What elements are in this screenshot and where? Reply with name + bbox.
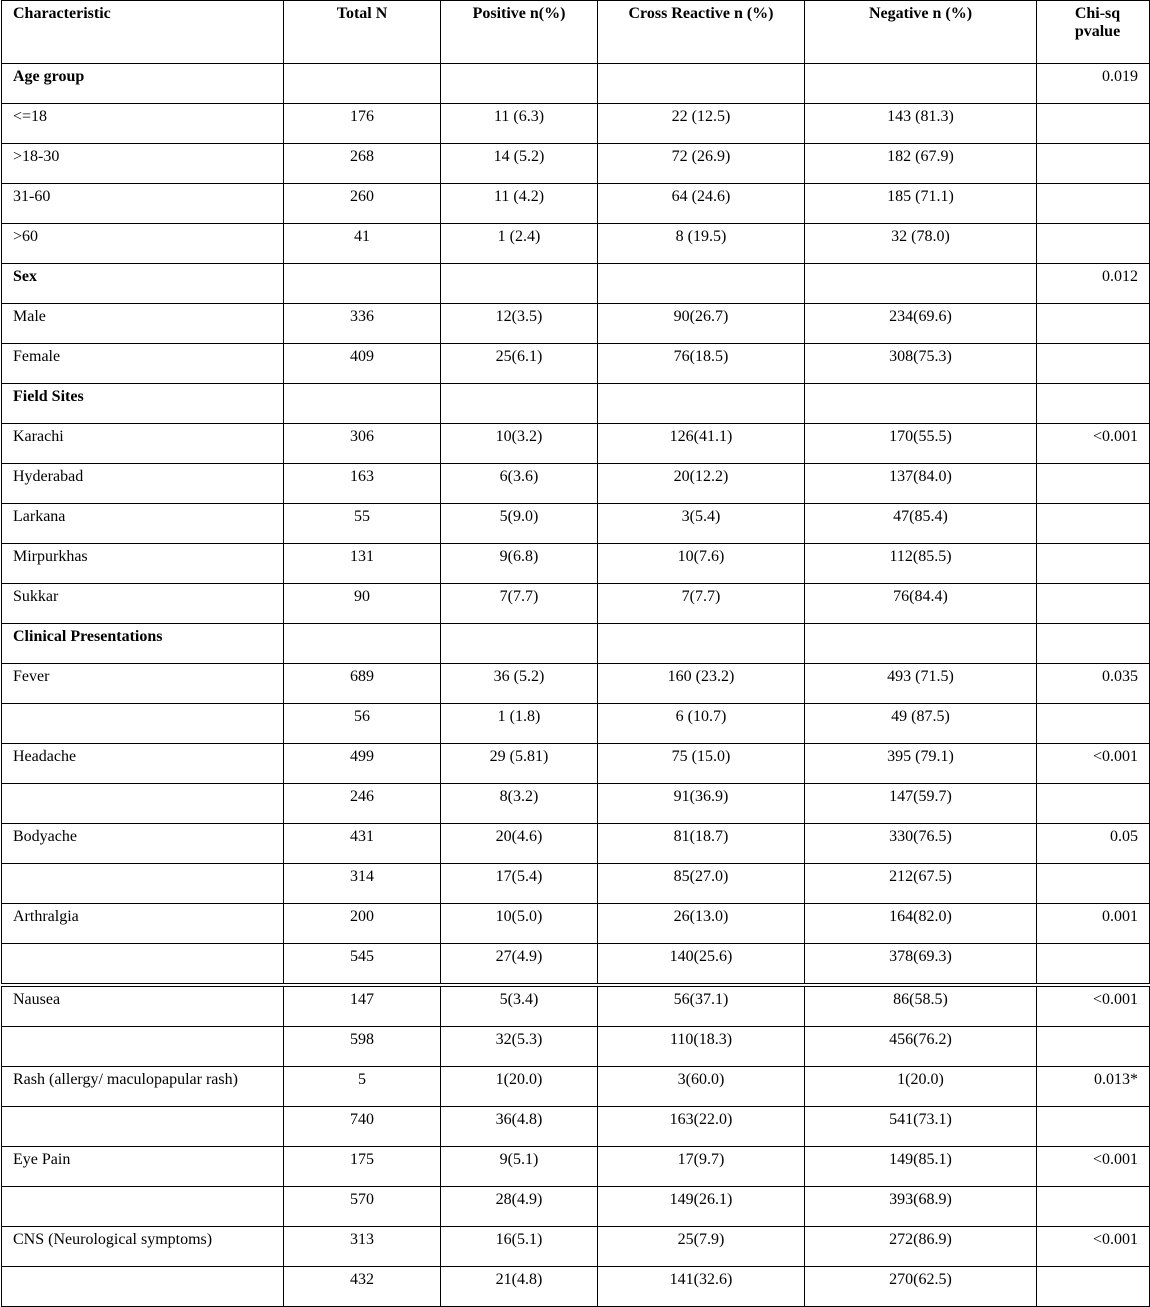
cell-characteristic: Field Sites: [2, 384, 284, 424]
cell-negative: 112(85.5): [805, 544, 1037, 584]
table-row: [2, 1107, 1150, 1147]
cell-characteristic: 31-60: [2, 184, 284, 224]
cell-negative: 541(73.1): [805, 1107, 1037, 1147]
cell-negative: 272(86.9): [805, 1227, 1037, 1267]
cell-cross-reactive: 85(27.0): [598, 864, 805, 904]
cell-negative: 378(69.3): [805, 944, 1037, 986]
cell-positive: 9(6.8): [441, 544, 598, 584]
cell-negative: 32 (78.0): [805, 224, 1037, 264]
cell-characteristic: Larkana: [2, 504, 284, 544]
cell-positive: 10(3.2): [441, 424, 598, 464]
cell-positive: 1 (2.4): [441, 224, 598, 264]
cell-pvalue: 0.012: [1037, 264, 1150, 304]
cell-cross-reactive: 149(26.1): [598, 1187, 805, 1227]
cell-total: 306: [284, 424, 441, 464]
section-row: [2, 624, 1150, 664]
cell-pvalue: 0.019: [1037, 64, 1150, 104]
cell-pvalue: [1037, 944, 1150, 986]
cell-cross-reactive: 3(60.0): [598, 1067, 805, 1107]
cell-total: 200: [284, 904, 441, 944]
table-row: [2, 1027, 1150, 1067]
cell-pvalue: [1037, 224, 1150, 264]
cell-pvalue: [1037, 1107, 1150, 1147]
cell-positive: 5(3.4): [441, 985, 598, 1027]
cell-characteristic: Sukkar: [2, 584, 284, 624]
cell-positive: 8(3.2): [441, 784, 598, 824]
cell-pvalue: 0.035: [1037, 664, 1150, 704]
cell-negative: 308(75.3): [805, 344, 1037, 384]
cell-cross-reactive: 140(25.6): [598, 944, 805, 986]
cell-pvalue: [1037, 304, 1150, 344]
cell-positive: 21(4.8): [441, 1267, 598, 1307]
cell-positive: 25(6.1): [441, 344, 598, 384]
table-row: [2, 784, 1150, 824]
cell-cross-reactive: 141(32.6): [598, 1267, 805, 1307]
table-row: [2, 104, 1150, 144]
cell-characteristic: Male: [2, 304, 284, 344]
table-row: [2, 464, 1150, 504]
cell-characteristic: [2, 704, 284, 744]
header-negative: Negative n (%): [805, 1, 1037, 64]
table-row: [2, 1187, 1150, 1227]
header-pvalue: Chi-sq pvalue: [1037, 1, 1150, 64]
table-row: [2, 584, 1150, 624]
cell-negative: 149(85.1): [805, 1147, 1037, 1187]
cell-pvalue: [1037, 864, 1150, 904]
cell-characteristic: Karachi: [2, 424, 284, 464]
cell-positive: [441, 64, 598, 104]
table-row: [2, 184, 1150, 224]
cell-pvalue: [1037, 1027, 1150, 1067]
cell-cross-reactive: [598, 264, 805, 304]
cell-pvalue: [1037, 1187, 1150, 1227]
cell-positive: 10(5.0): [441, 904, 598, 944]
cell-cross-reactive: 20(12.2): [598, 464, 805, 504]
header-total: Total N: [284, 1, 441, 64]
cell-cross-reactive: 64 (24.6): [598, 184, 805, 224]
header-positive: Positive n(%): [441, 1, 598, 64]
cell-characteristic: Hyderabad: [2, 464, 284, 504]
cell-cross-reactive: 10(7.6): [598, 544, 805, 584]
cell-positive: [441, 264, 598, 304]
cell-positive: 11 (4.2): [441, 184, 598, 224]
cell-total: 5: [284, 1067, 441, 1107]
cell-characteristic: Bodyache: [2, 824, 284, 864]
cell-characteristic: Eye Pain: [2, 1147, 284, 1187]
cell-total: 598: [284, 1027, 441, 1067]
cell-pvalue: [1037, 464, 1150, 504]
cell-cross-reactive: 56(37.1): [598, 985, 805, 1027]
cell-positive: 6(3.6): [441, 464, 598, 504]
cell-cross-reactive: 8 (19.5): [598, 224, 805, 264]
cell-characteristic: [2, 1187, 284, 1227]
cell-negative: 185 (71.1): [805, 184, 1037, 224]
cell-total: [284, 64, 441, 104]
cell-pvalue: [1037, 104, 1150, 144]
cell-cross-reactive: 126(41.1): [598, 424, 805, 464]
table-row: [2, 824, 1150, 864]
cell-characteristic: Mirpurkhas: [2, 544, 284, 584]
cell-cross-reactive: 72 (26.9): [598, 144, 805, 184]
cell-characteristic: [2, 944, 284, 986]
cell-cross-reactive: 75 (15.0): [598, 744, 805, 784]
cell-positive: 1 (1.8): [441, 704, 598, 744]
cell-total: [284, 384, 441, 424]
cell-characteristic: [2, 784, 284, 824]
cell-negative: 143 (81.3): [805, 104, 1037, 144]
cell-characteristic: Rash (allergy/ maculopapular rash): [2, 1067, 284, 1107]
cell-pvalue: <0.001: [1037, 985, 1150, 1027]
cell-cross-reactive: 26(13.0): [598, 904, 805, 944]
table-row: [2, 224, 1150, 264]
table-row: [2, 144, 1150, 184]
cell-pvalue: 0.013*: [1037, 1067, 1150, 1107]
cell-positive: 9(5.1): [441, 1147, 598, 1187]
cell-pvalue: <0.001: [1037, 1147, 1150, 1187]
cell-total: 55: [284, 504, 441, 544]
cell-negative: 86(58.5): [805, 985, 1037, 1027]
cell-total: 409: [284, 344, 441, 384]
cell-pvalue: [1037, 1267, 1150, 1307]
cell-positive: [441, 384, 598, 424]
table-row: [2, 704, 1150, 744]
cell-total: 175: [284, 1147, 441, 1187]
table-row: [2, 744, 1150, 784]
cell-cross-reactive: 90(26.7): [598, 304, 805, 344]
cell-cross-reactive: 7(7.7): [598, 584, 805, 624]
cell-pvalue: [1037, 504, 1150, 544]
cell-positive: 17(5.4): [441, 864, 598, 904]
table-row: [2, 985, 1150, 1027]
cell-pvalue: <0.001: [1037, 424, 1150, 464]
cell-total: 314: [284, 864, 441, 904]
table-row: [2, 944, 1150, 986]
cell-pvalue: [1037, 344, 1150, 384]
cell-pvalue: 0.001: [1037, 904, 1150, 944]
cell-negative: [805, 64, 1037, 104]
cell-pvalue: 0.05: [1037, 824, 1150, 864]
section-row: [2, 384, 1150, 424]
cell-negative: [805, 264, 1037, 304]
cell-negative: 164(82.0): [805, 904, 1037, 944]
cell-positive: 29 (5.81): [441, 744, 598, 784]
cell-characteristic: Clinical Presentations: [2, 624, 284, 664]
header-cross-reactive: Cross Reactive n (%): [598, 1, 805, 64]
cell-cross-reactive: 25(7.9): [598, 1227, 805, 1267]
cell-pvalue: <0.001: [1037, 744, 1150, 784]
cell-positive: [441, 624, 598, 664]
cell-characteristic: [2, 1107, 284, 1147]
cell-cross-reactive: 76(18.5): [598, 344, 805, 384]
table-row: [2, 344, 1150, 384]
cell-negative: 1(20.0): [805, 1067, 1037, 1107]
cell-total: 260: [284, 184, 441, 224]
table-row: [2, 424, 1150, 464]
cell-cross-reactive: 3(5.4): [598, 504, 805, 544]
header-characteristic: Characteristic: [2, 1, 284, 64]
table-header: [2, 1, 1150, 64]
cell-positive: 1(20.0): [441, 1067, 598, 1107]
cell-positive: 20(4.6): [441, 824, 598, 864]
cell-negative: 270(62.5): [805, 1267, 1037, 1307]
cell-negative: [805, 384, 1037, 424]
table-row: [2, 304, 1150, 344]
cell-characteristic: CNS (Neurological symptoms): [2, 1227, 284, 1267]
header-row: [2, 1, 1150, 64]
cell-negative: [805, 624, 1037, 664]
cell-characteristic: Female: [2, 344, 284, 384]
cell-cross-reactive: 81(18.7): [598, 824, 805, 864]
cell-cross-reactive: 160 (23.2): [598, 664, 805, 704]
cell-positive: 28(4.9): [441, 1187, 598, 1227]
table-row: [2, 544, 1150, 584]
cell-negative: 493 (71.5): [805, 664, 1037, 704]
cell-total: 90: [284, 584, 441, 624]
cell-negative: 330(76.5): [805, 824, 1037, 864]
cell-negative: 456(76.2): [805, 1027, 1037, 1067]
cell-characteristic: Nausea: [2, 985, 284, 1027]
cell-positive: 16(5.1): [441, 1227, 598, 1267]
cell-total: 56: [284, 704, 441, 744]
section-row: [2, 264, 1150, 304]
cell-characteristic: [2, 1267, 284, 1307]
cell-cross-reactive: 163(22.0): [598, 1107, 805, 1147]
cell-total: 313: [284, 1227, 441, 1267]
cell-total: 147: [284, 985, 441, 1027]
cell-negative: 234(69.6): [805, 304, 1037, 344]
table-row: [2, 664, 1150, 704]
cell-pvalue: [1037, 384, 1150, 424]
cell-positive: 11 (6.3): [441, 104, 598, 144]
cell-cross-reactive: [598, 624, 805, 664]
cell-negative: 170(55.5): [805, 424, 1037, 464]
cell-total: 336: [284, 304, 441, 344]
cell-negative: 49 (87.5): [805, 704, 1037, 744]
table-row: [2, 504, 1150, 544]
results-table: [1, 0, 1150, 1307]
table-row: [2, 904, 1150, 944]
cell-cross-reactive: 22 (12.5): [598, 104, 805, 144]
cell-pvalue: <0.001: [1037, 1227, 1150, 1267]
cell-positive: 7(7.7): [441, 584, 598, 624]
table-body: [2, 64, 1150, 1307]
cell-characteristic: Headache: [2, 744, 284, 784]
cell-negative: 393(68.9): [805, 1187, 1037, 1227]
cell-positive: 32(5.3): [441, 1027, 598, 1067]
table-row: [2, 864, 1150, 904]
cell-total: 545: [284, 944, 441, 986]
cell-cross-reactive: 110(18.3): [598, 1027, 805, 1067]
cell-pvalue: [1037, 544, 1150, 584]
cell-pvalue: [1037, 184, 1150, 224]
cell-total: 689: [284, 664, 441, 704]
cell-total: 41: [284, 224, 441, 264]
cell-characteristic: [2, 1027, 284, 1067]
cell-cross-reactive: 17(9.7): [598, 1147, 805, 1187]
cell-pvalue: [1037, 624, 1150, 664]
cell-characteristic: >60: [2, 224, 284, 264]
cell-pvalue: [1037, 144, 1150, 184]
cell-characteristic: <=18: [2, 104, 284, 144]
cell-cross-reactive: 6 (10.7): [598, 704, 805, 744]
cell-total: [284, 624, 441, 664]
cell-total: 163: [284, 464, 441, 504]
cell-characteristic: Age group: [2, 64, 284, 104]
cell-characteristic: Fever: [2, 664, 284, 704]
cell-positive: 14 (5.2): [441, 144, 598, 184]
cell-characteristic: [2, 864, 284, 904]
cell-negative: 182 (67.9): [805, 144, 1037, 184]
cell-total: 431: [284, 824, 441, 864]
section-row: [2, 64, 1150, 104]
cell-total: 432: [284, 1267, 441, 1307]
cell-cross-reactive: [598, 384, 805, 424]
table-row: [2, 1227, 1150, 1267]
cell-total: [284, 264, 441, 304]
cell-cross-reactive: [598, 64, 805, 104]
cell-total: 131: [284, 544, 441, 584]
cell-total: 740: [284, 1107, 441, 1147]
cell-negative: 395 (79.1): [805, 744, 1037, 784]
cell-negative: 47(85.4): [805, 504, 1037, 544]
cell-characteristic: Sex: [2, 264, 284, 304]
cell-negative: 212(67.5): [805, 864, 1037, 904]
cell-total: 176: [284, 104, 441, 144]
cell-positive: 5(9.0): [441, 504, 598, 544]
cell-negative: 147(59.7): [805, 784, 1037, 824]
cell-pvalue: [1037, 584, 1150, 624]
cell-total: 499: [284, 744, 441, 784]
table-row: [2, 1067, 1150, 1107]
cell-total: 268: [284, 144, 441, 184]
cell-negative: 76(84.4): [805, 584, 1037, 624]
cell-characteristic: >18-30: [2, 144, 284, 184]
cell-cross-reactive: 91(36.9): [598, 784, 805, 824]
table-row: [2, 1267, 1150, 1307]
cell-positive: 12(3.5): [441, 304, 598, 344]
cell-pvalue: [1037, 704, 1150, 744]
cell-positive: 36 (5.2): [441, 664, 598, 704]
cell-negative: 137(84.0): [805, 464, 1037, 504]
cell-positive: 27(4.9): [441, 944, 598, 986]
cell-pvalue: [1037, 784, 1150, 824]
cell-total: 570: [284, 1187, 441, 1227]
cell-characteristic: Arthralgia: [2, 904, 284, 944]
table-row: [2, 1147, 1150, 1187]
cell-total: 246: [284, 784, 441, 824]
cell-positive: 36(4.8): [441, 1107, 598, 1147]
